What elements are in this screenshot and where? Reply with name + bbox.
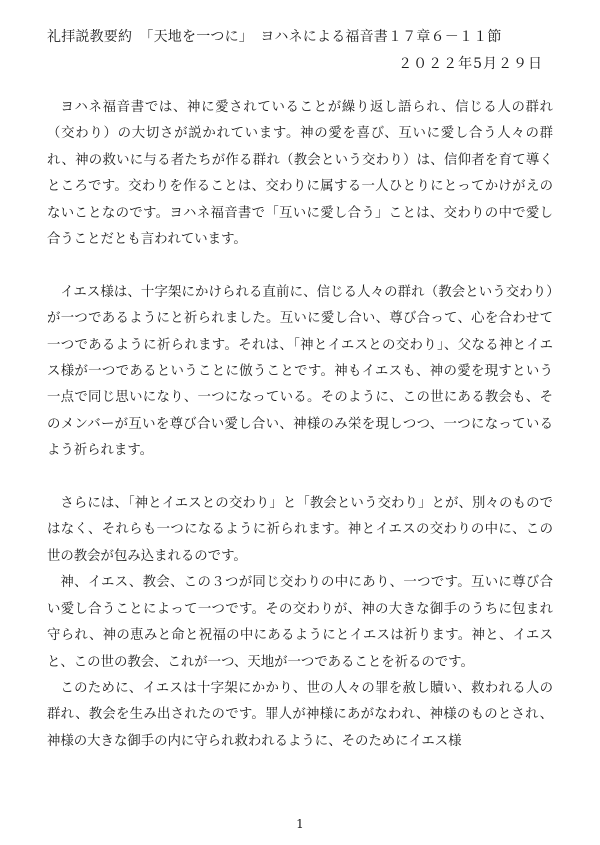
sermon-date: ２０２２年5月２９日 bbox=[398, 56, 543, 72]
paragraph-5: このために、イエスは十字架にかかり、世の人々の罪を赦し贖い、救われる人の群れ、教会を生み出されたのです。罪人が神様にあがなわれ、神様のものとされ、神様の大きな御手の内に守られ救われるように、そのためにイエス様 bbox=[47, 680, 553, 749]
page-number: 1 bbox=[296, 817, 304, 831]
paragraph-1: ヨハネ福音書では、神に愛されていることが繰り返し語られ、信じる人の群れ（交わり）の大切さが説かれています。神の愛を喜び、互いに愛し合う人々の群れ、神の救いに与る者たちが作る群れ（教会という交わり）は、信仰者を育て導くところです。交わりを作ることは、交わりに属する一人ひとりにとってかけがえのないことなのです。ヨハネ福音書で「互いに愛し合う」ことは、交わりの中で愛し合うことだとも言われています。 bbox=[47, 100, 553, 248]
paragraph-2: イエス様は、十字架にかけられる直前に、信じる人々の群れ（教会という交わり）が一つであるようにと祈られました。互いに愛し合い、尊び合って、心を合わせて一つであるように祈られます。それは、「神とイエスとの交わり」、父なる神とイエス様が一つであるということに倣うことです。神もイエスも、神の愛を現すという一点で同じ思いになり、一つになっている。そのように、この世にある教会も、そのメンバーが互いを尊び合い愛し合い、神様のみ栄を現しつつ、一つになっているよう祈られます。 bbox=[47, 284, 553, 459]
paragraph-4: 神、イエス、教会、この３つが同じ交わりの中にあり、一つです。互いに尊び合い愛し合うことによって一つです。その交わりが、神の大きな御手のうちに包まれ守られ、神の恵みと命と祝福の中にあるようにとイエスは祈ります。神と、イエスと、この世の教会、これが一つ、天地が一つであることを祈るのです。 bbox=[47, 575, 553, 670]
paragraph-3: さらには、「神とイエスとの交わり」と「教会という交わり」とが、別々のものではなく、それらも一つになるように祈られます。神とイエスの交わりの中に、この世の教会が包み込まれるのです。 bbox=[47, 496, 553, 564]
sermon-body bbox=[47, 95, 553, 755]
sermon-title-line: 礼拝説教要約 「天地を一つに」 ヨハネによる福音書１７章６－１１節 bbox=[47, 29, 502, 45]
paragraph-gap bbox=[47, 465, 553, 491]
paragraph-gap bbox=[47, 253, 553, 279]
